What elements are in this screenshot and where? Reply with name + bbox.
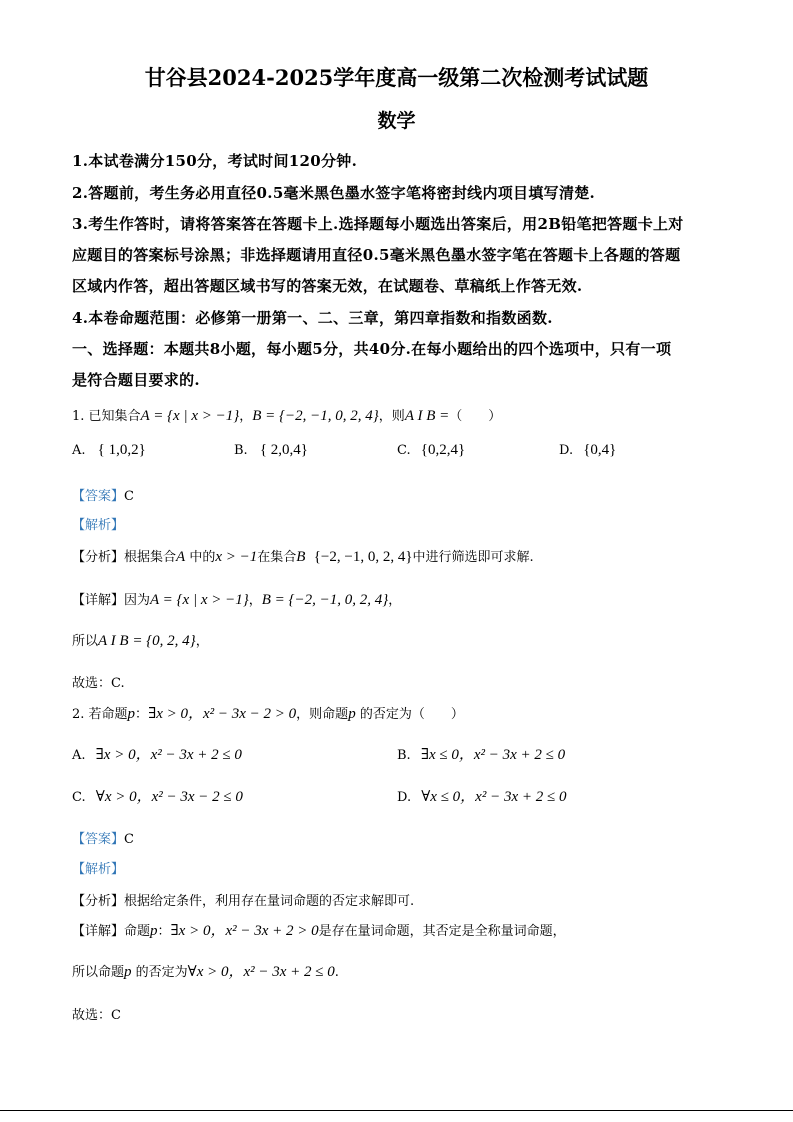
q2-option-b-value: ∃x ≤ 0，x² − 3x + 2 ≤ 0 (420, 747, 566, 763)
question-2-stem (72, 702, 464, 723)
q1-detail-text-3: ， (388, 593, 402, 608)
q2-option-c-label: C. (72, 790, 86, 805)
q2-colon: ： (135, 707, 149, 722)
q2-analysis-tag: 【分析】 (72, 894, 125, 909)
q1-so-text-2: ， (195, 634, 209, 649)
note-line-3: 3.考生作答时，请将答案答在答题卡上.选择题每小题选出答案后，用2B铅笔把答题卡上对 (72, 215, 684, 233)
q1-analysis-a: A (176, 549, 186, 565)
q1-analysis-text-3: 在集合 (257, 550, 297, 565)
q2-p: p (127, 706, 136, 722)
q1-option-d (559, 442, 616, 459)
subject-title: 数学 (377, 110, 416, 132)
q1-detail (72, 589, 401, 609)
q1-expr: A I B = (404, 408, 450, 424)
q1-conclusion (72, 630, 209, 650)
q2-option-b (397, 743, 565, 764)
q1-option-b-value: { 2,0,4} (259, 442, 308, 458)
q1-option-c (397, 442, 465, 459)
q2-analysis-text: 根据给定条件，利用存在量词命题的否定求解即可. (124, 894, 415, 909)
q1-option-a (72, 442, 146, 459)
q1-choose: 故选：C. (72, 676, 125, 691)
note-line-5: 区域内作答，超出答题区域书写的答案无效，在试题卷、草稿纸上作答无效. (72, 277, 583, 295)
q2-so-text-2: 的否定为 (131, 965, 188, 980)
q2-mid: ，则命题 (296, 707, 349, 722)
q2-answer-tag: 【答案】 (72, 832, 125, 847)
q2-option-c (72, 785, 243, 806)
q1-comma-2: ，则 (378, 409, 405, 424)
q1-analysis-text-1: 根据集合 (124, 550, 177, 565)
section-heading-line-1: 一、选择题：本题共8小题，每小题5分，共40分.在每小题给出的四个选项中，只有一项 (72, 340, 672, 358)
note-line-1: 1.本试卷满分150分，考试时间120分钟. (72, 152, 358, 170)
note-line-4: 应题目的答案标号涂黑；非选择题请用直径0.5毫米黑色墨水签字笔在答题卡上各题的答题 (72, 246, 681, 264)
q1-answer-value: C (124, 489, 134, 504)
q1-so-expr: A I B = {0, 2, 4} (98, 633, 196, 649)
q1-analysis-set: {−2, −1, 0, 2, 4} (313, 549, 413, 565)
q1-paren: （ ） (449, 409, 502, 424)
note-line-2: 2.答题前，考生务必用直径0.5毫米黑色墨水签字笔将密封线内项目填写清楚. (72, 184, 596, 202)
q2-jiexi-tag: 【解析】 (72, 862, 125, 877)
q1-answer (72, 485, 134, 504)
question-1-stem (72, 405, 501, 425)
q2-p2: p (348, 706, 356, 722)
q1-option-b-label: B. (234, 443, 248, 458)
q2-option-a (72, 743, 242, 764)
q1-jiexi-tag: 【解析】 (72, 518, 125, 533)
q1-analysis-cond: x > −1 (215, 549, 258, 565)
q1-detail-text-2: ， (248, 593, 262, 608)
q1-answer-tag: 【答案】 (72, 489, 125, 504)
q1-option-b (234, 442, 308, 459)
q2-option-d-label: D. (397, 790, 412, 805)
q2-option-b-label: B. (397, 748, 411, 763)
q1-set-b: B = {−2, −1, 0, 2, 4} (252, 408, 379, 424)
q1-analysis-text-2: 中的 (189, 550, 216, 565)
q1-detail-tag: 【详解】 (72, 593, 125, 608)
q2-option-c-value: ∀x > 0，x² − 3x − 2 ≤ 0 (95, 789, 243, 805)
q1-option-c-value: {0,2,4} (420, 442, 466, 458)
q1-analysis-tag: 【分析】 (72, 550, 125, 565)
page-bottom-divider (0, 1110, 793, 1111)
q1-comma-1: ， (239, 409, 253, 424)
q2-option-d (397, 785, 566, 806)
q2-detail-colon: ： (157, 924, 171, 939)
q2-suffix: 的否定为（ ） (355, 707, 464, 722)
q2-detail-text-2: 是存在量词命题，其否定是全称量词命题， (318, 924, 566, 939)
q1-prefix: 1. 已知集合 (72, 409, 141, 424)
section-heading-line-2: 是符合题目要求的. (72, 371, 200, 389)
q2-so-p: p (124, 964, 132, 980)
q2-detail-p: p (150, 923, 158, 939)
q2-conclusion (72, 960, 339, 981)
q2-prefix: 2. 若命题 (72, 707, 128, 722)
q2-choose: 故选：C (72, 1008, 121, 1023)
q2-so-text-1: 所以命题 (72, 965, 125, 980)
q2-so-prop: ∀x > 0，x² − 3x + 2 ≤ 0 (187, 964, 335, 980)
q1-so-text: 所以 (72, 634, 99, 649)
q1-option-c-label: C. (397, 443, 411, 458)
q2-detail-text-1: 命题 (124, 924, 151, 939)
q2-option-a-value: ∃x > 0，x² − 3x + 2 ≤ 0 (95, 747, 242, 763)
note-line-6: 4.本卷命题范围：必修第一册第一、二、三章，第四章指数和指数函数. (72, 309, 553, 327)
q1-option-a-label: A. (72, 443, 86, 458)
q2-answer-value: C (124, 832, 134, 847)
q1-analysis (72, 546, 534, 566)
q2-answer (72, 828, 134, 847)
page-title: 甘谷县2024-2025学年度高一级第二次检测考试试题 (144, 65, 649, 90)
q1-set-a: A = {x | x > −1} (140, 408, 240, 424)
q2-option-d-value: ∀x ≤ 0，x² − 3x + 2 ≤ 0 (421, 789, 567, 805)
q1-detail-set-a: A = {x | x > −1} (150, 592, 249, 608)
q1-detail-text-1: 因为 (124, 593, 151, 608)
q1-option-a-value: { 1,0,2} (97, 442, 146, 458)
q1-option-d-value: {0,4} (583, 442, 617, 458)
q1-detail-set-b: B = {−2, −1, 0, 2, 4} (261, 592, 389, 608)
q2-detail-tag: 【详解】 (72, 924, 125, 939)
q1-analysis-text-4: 中进行筛选即可求解. (412, 550, 534, 565)
q1-analysis-b: B (296, 549, 306, 565)
q2-prop: ∃x > 0，x² − 3x − 2 > 0 (148, 706, 297, 722)
q1-option-d-label: D. (559, 443, 574, 458)
q2-analysis (72, 890, 414, 909)
q2-detail-prop: ∃x > 0，x² − 3x + 2 > 0 (170, 923, 319, 939)
q2-option-a-label: A. (72, 748, 86, 763)
q2-so-text-3: . (334, 965, 339, 980)
q2-detail (72, 919, 566, 940)
